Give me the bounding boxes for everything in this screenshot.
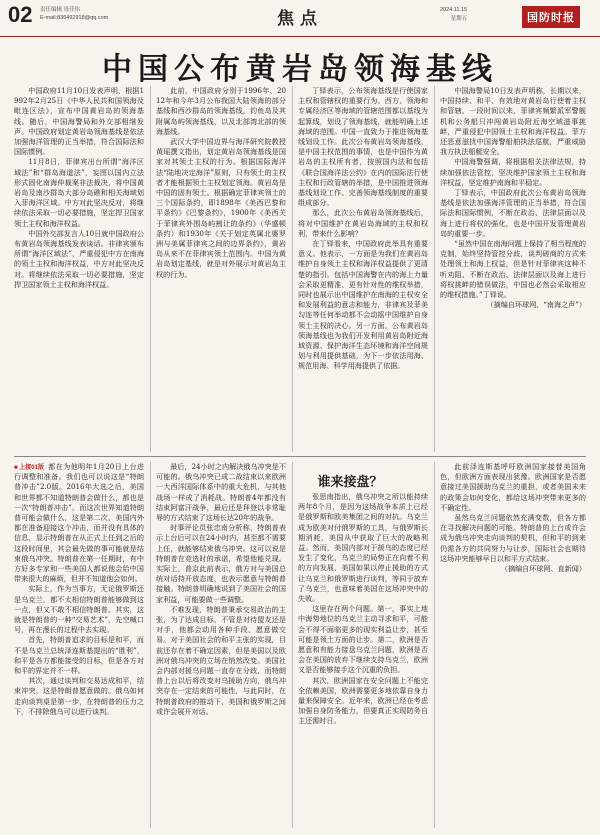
- column-divider: [292, 462, 293, 828]
- column-divider: [292, 86, 293, 452]
- commentary-column-1: [14, 462, 144, 828]
- issue-weekday: 星期五: [450, 16, 468, 22]
- commentary-paragraph: 时事评论员张忠南分析称，特朗普表示上台后可以在24小时内，甚至都不需要上任，就能够结束俄乌冲突。这可以说是特朗普在竞选时的承诺，希望他能兑现。实际上，普京此前表示，俄方对与美国总统对话持开放态度，也表示愿意与特朗普接触。特朗普明确地说到了美国社会的国家利益，可能要做一些调整。: [156, 523, 286, 604]
- article-paragraph: 丁铎表示，公布领海基线是行使国家主权和管辖权的重要行为。西方、领海和专属经济区等海域的管辖范围都以基线为起算线，划设了领海基线，就能明确上述海域的范围。中国一直致力于推进领海基线划设工作。此次公布黄岩岛领海基线，是中国主权范围的事情，也是中国作为黄岩岛的主权所有者，按照国内法和包括《联合国海洋法公约》在内的国际法行使主权和行政管辖的举措，是中国推进领海基线划设工作、完善领海基线制度的重要组成部分。: [298, 86, 428, 208]
- column-divider: [434, 86, 435, 452]
- commentary-paragraph: 其次，通过谈判和交易达成和平，结束冲突，这是特朗普愿意做的。俄乌如何走向谈判桌是第一步，在特朗普的压力之下，不排除俄乌可以进行谈判。: [14, 676, 144, 716]
- commentary-paragraph: ■ 上接01版 都在为他明年1月20日上台进行调整和准备。我们也可以说这是“特朗普冲击”2.0版。2016年大选之后，美国和世界都不知道特朗普会做什么，都也是一次“特朗普冲击”。而这次世界知道特朗普可能会做什么，这是第二次，美国内外都在准备迎接这个冲击，而并没有具体的信息，显示特朗普在从正式上任到之后的这段时间里，其会最先做的事可能就是结束俄乌冲突。特朗普在第一任期时，有中方好多专家和一些美国人都说他会给中国带来很大的麻烦，但并不知道他会如何。: [14, 462, 144, 584]
- article-paragraph: 11月8日，菲律宾出台所谓“海洋区域法”和“群岛海道法”，妄图以国内立法形式固化南海仲裁案非法裁决，将中国黄岩岛及南沙群岛大部分岛礁和相关海域划入菲海洋区域。中方对此坚决反对，将继续依法采取一切必要措施，坚定捍卫国家领土主权和海洋权益。: [14, 157, 144, 228]
- column-divider: [150, 462, 151, 828]
- commentary-paragraph: 实际上，作为当事方，无论俄罗斯还是乌克兰，都不太相信特朗普能够做到这一点，但又不敢不相信特朗普。其实，这就是特朗普的一种“交易艺术”，先空喊口号，再在漫长的过程中去实现。: [14, 584, 144, 635]
- article-paragraph: 中国政府11月10日发表声明，根据1992年2月25日《中华人民共和国领海及毗连区法》，宣布中国黄岩岛的领海基线。随后，中国海警局和外交部相继发声。中国政府划定黄岩岛领海基线是依法加强海洋管理的正当举措，符合国际法和国际惯例。: [14, 86, 144, 157]
- section-title: 焦点: [277, 9, 323, 29]
- article-column-3: [298, 86, 428, 452]
- newspaper-logo: 国防时报: [522, 6, 580, 28]
- article-paragraph: “虽然中国在南海问题上保持了相当程度的克制，始终坚持管控分歧，谈判磋商的方式来处理领土和海上权益，但是针对菲律宾这种不听劝阻、不断在政治、法律层面以及海上进行将权挑衅的错误做法，中国也必然会采取相应的维权措施。”丁铎说。: [440, 239, 586, 300]
- sidebar-paragraph: 张思南指出，俄乌冲突之所以能持续两年8个月，是因为这场战争本质上已经是俄罗斯和欧美集团之间的对抗。乌克兰成为欧美对付俄罗斯的工具，与俄罗斯长期消耗，美国从中获取了巨大的战略利益。然而，美国内部对于援乌的态度已经发生了变化，乌克兰的局势正在向着不利的方向发展，美国如果以停止援助的方式让乌克兰和俄罗斯进行谈判，等同于放弃了乌克兰，也意味着美国在这场冲突中的失败。: [298, 492, 428, 604]
- commentary-column-2: [156, 462, 286, 828]
- column-divider: [434, 462, 435, 828]
- article-column-2: [156, 86, 286, 452]
- column-divider: [150, 86, 151, 452]
- commentary-paragraph: 最后，24小时之内解决俄乌冲突是不可能的。俄乌冲突已成二战结束以来欧洲一大西洋国际体系中的重大危机，与其他战场一样成了消耗战。特朗普4年都没有结束阿富汗战争，最后还是拜登以非常耻辱的方式结束了这场长达20年的战争。: [156, 462, 286, 523]
- article-paragraph: 中国海警强调，将根据相关法律法规，持续加强依法管控，坚决维护国家领土主权和海洋权益，坚定维护南海和平稳定。: [440, 157, 586, 187]
- date-info: [440, 6, 467, 24]
- sidebar-paragraph: 此前泽连斯基呼吁欧洲国家接替美国角色，但欧洲方面表现出犹豫。欧洲国家是否愿意接过美国援助乌克兰的重担，或者美国未来的政策会如何变化，都给这场冲突带来更多的不确定性。: [440, 462, 586, 512]
- article-paragraph: 武汉大学中国边界与海洋研究院教授黄瑶撰文指出，划定黄岩岛领海基线是国家对其领土主权的行为。根据国际海洋法“陆地决定海洋”原则，只有领土的主权者才能根据领土主权划定领海。黄岩岛是中国的固有领土。根据确定菲律宾领土的三个国际条约，即1898年《美西巴黎和平条约》《巴黎条约》，1900年《美西关于菲律宾外围岛屿割让的条约》（华盛顿条约）和1930年《关于划定英属北婆罗洲与美属菲律宾之间的边界条约》，黄岩岛从来不在菲律宾领土范围内。中国为黄岩岛划定基线，就是对外展示对黄岩岛主权的行为。: [156, 137, 286, 279]
- main-headline: 中国公布黄岩岛领海基线: [102, 52, 498, 87]
- continued-tag: ■ 上接01版: [14, 465, 44, 471]
- article-paragraph: 在丁铎看来，中国政府此举具有重要意义。他表示，一方面是为我们在黄岩岛维护自身领土主权和海洋权益提供了更清楚的指引。包括中国海警在内的海上力量会采取更精准、更有针对性的维权举措，同时也展示出中国维护在南海的主权安全和发展利益的意志和能力，非律宾及菲美勾连等任何举动都不会动摇中国维护自身领土主权的决心。另一方面，公布黄岩岛领海基线也为我们开发利用黄岩岛附近海域资源、保护海洋生态环境和海洋空间规划与利用提供基础，为下一步依法用海、规范用海、科学用海提供了依据。: [298, 239, 428, 371]
- editor-name: 责任编辑 母佳伟: [40, 7, 81, 13]
- section-divider: [14, 456, 586, 457]
- issue-date: 2024.11.15: [440, 7, 468, 13]
- sidebar-paragraph: 这里存在两个问题。第一，事实上地中海势地位的乌克兰主动寻求和平，可能会不得不面临更多的现实利益让步，甚至可能是领土方面的让步。第二，欧洲是否愿意和有能力接盘乌克兰问题，欧洲是否会在美国的放弃下继续支持乌克兰，欧洲又是否能够接手这个沉重的负担。: [298, 604, 428, 675]
- sidebar-column-2: [440, 462, 586, 828]
- sidebar-paragraph: 虽然乌克兰问题依然充满变数，但各方都在寻找解决问题的可能。特朗普的上台或许会成为俄乌冲突走向谈判的契机，但和平的到来仍需各方的共同努力与让步，国际社会也期待这场冲突能够早日以和平方式结束。: [440, 513, 586, 563]
- article-paragraph: 此前，中国政府分别于1996年、2012年和今年3月公布我国大陆领海的部分基线和西沙群岛的领海基线，钓鱼岛及其附属岛屿领海基线，以及北部湾北部的领海基线。: [156, 86, 286, 136]
- sidebar-paragraph: 其次，欧洲国家在安全问题上不能完全依赖美国，欧洲需要更多地依靠自身力量来保障安全。近年来，欧洲已经在考虑加强自身防务能力，但要真正实现防务自主还需时日。: [298, 675, 428, 726]
- article-column-4: [440, 86, 586, 452]
- article-credit: （摘编自环球网、“南海之声”）: [486, 300, 586, 310]
- article-paragraph: 中国海警局10日发表声明称，长期以来，中国持续、和平、有效地对黄岩岛行使着主权和管辖，一段时间以来，菲律宾频繁派军警舰机和公务船只冲闯黄岩岛附近海空域滋事挑衅，严重侵犯中国领土主权和海洋权益。菲方还恶意滋扰中国海警船舶执法巡航，严重威胁我方执法船艇安全。: [440, 86, 586, 157]
- article-paragraph: 那么，此次公布黄岩岛领海基线后，将对中国维护在黄岩岛海域的主权和权利，带来什么影响？: [298, 208, 428, 238]
- commentary-paragraph: 不难发现，特朗普秉承交易政治的主张，为了达成目标，不管是对待盟友还是对手，他都会动用各种手段，愿意做交易。对于美国社会的和平主张的实现，目前还存在着不确定因素，但是美国以及欧洲对俄乌冲突的立场在悄然改变。美国社会内部对援乌问题一直存在分歧，而特朗普上台以后将改变对乌援助方向，俄乌冲突存在一定结束的可能性，与此同时，在特朗普政府的推动下，美国和俄罗斯之间或许会展开对话。: [156, 604, 286, 716]
- sidebar-title: 谁来接盘？: [317, 475, 383, 490]
- sidebar-credit: （摘编自环球网、直新闻）: [500, 564, 586, 574]
- page-number: 02: [8, 2, 33, 27]
- commentary-paragraph: 首先，特朗普追求的目标是和平，而不是乌克兰总统泽连斯基提出的“胜利”，和平是各方都能接受的目标，但是各方对和平的界定并不一样。: [14, 635, 144, 676]
- page-header: [0, 0, 600, 37]
- article-column-1: [14, 86, 144, 452]
- editor-email: E-mail:836492918@qq.com: [40, 15, 109, 21]
- article-paragraph: 中国外交部发言人10日就中国政府公布黄岩岛领海基线发表谈话。非律宾颁布所谓“海洋区域法”，严重侵犯中方在南海的领土主权和海洋权益，中方对此坚决反对。将继续依法采取一切必要措施，坚定捍卫国家领土主权和海洋权益。: [14, 228, 144, 289]
- article-paragraph: 丁铎表示，中国政府此次公布黄岩岛领海基线是依法加强海洋管理的正当举措，符合国际法和国际惯例，不断在政治、法律层面以及海上进行将权的强化，也是中国开发管理黄岩岛的重要一步。: [440, 188, 586, 238]
- sidebar-column-1: [298, 492, 428, 828]
